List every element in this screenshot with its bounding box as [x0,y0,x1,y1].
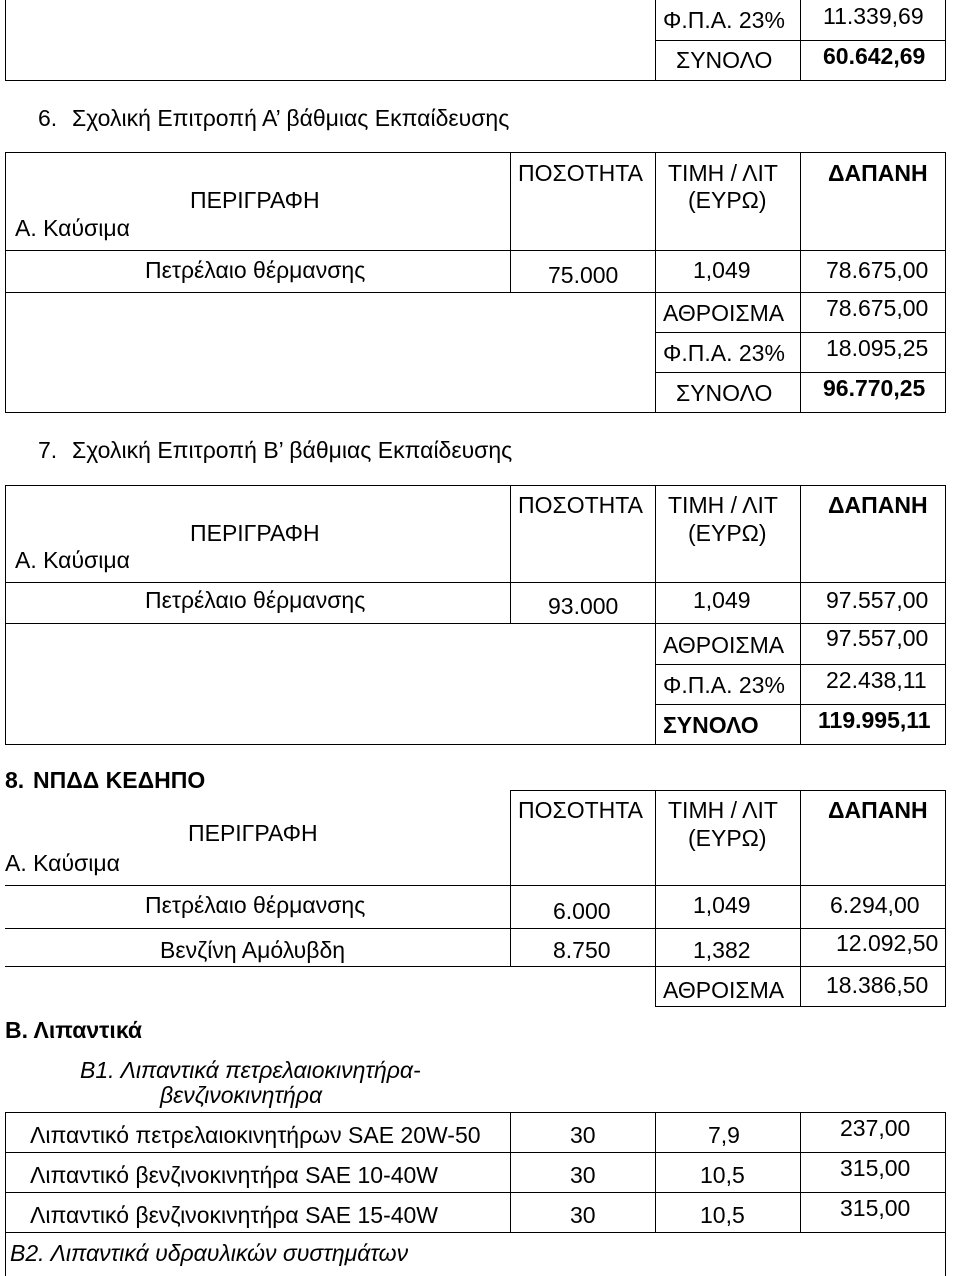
carryover-total-label: ΣΥΝΟΛΟ [676,47,773,73]
header-quantity: ΠΟΣΟΤΗΤΑ [518,492,643,518]
table-rule [510,152,511,293]
row-unit-price: 10,5 [700,1162,745,1188]
table-rule [5,152,6,413]
row-cost: 237,00 [840,1115,911,1141]
row-unit-price: 1,049 [693,257,751,283]
table-rule [945,152,946,413]
table-rule [5,885,946,886]
row-unit-price: 1,049 [693,892,751,918]
header-unit-price: ΤΙΜΗ / ΛΙΤ [668,797,778,823]
row-unit-price: 1,382 [693,937,751,963]
table-rule [5,0,6,81]
table-rule [655,485,656,745]
row-quantity: 30 [570,1162,596,1188]
header-quantity: ΠΟΣΟΤΗΤΑ [518,160,643,186]
row-description: Λιπαντικό πετρελαιοκινητήρων SAE 20W-50 [30,1122,481,1148]
total-amount: 96.770,25 [823,375,926,401]
table-rule [5,1112,946,1113]
row-quantity: 30 [570,1202,596,1228]
table-rule [800,485,801,745]
sum-label: ΑΘΡΟΙΣΜΑ [663,300,785,326]
row-cost: 97.557,00 [826,587,929,613]
table-rule [655,152,656,413]
header-unit-price-currency: (ΕΥΡΩ) [688,187,767,213]
header-unit-price-currency: (ΕΥΡΩ) [688,825,767,851]
total-label: ΣΥΝΟΛΟ [663,712,759,738]
subcategory-heading: Β1. Λιπαντικά πετρελαιοκινητήρα- [80,1057,421,1083]
table-rule [5,485,6,745]
vat-label: Φ.Π.Α. 23% [663,672,785,698]
table-rule [800,1112,801,1233]
table-rule [5,1112,6,1276]
row-description: Πετρέλαιο θέρμανσης [145,587,366,613]
sum-amount: 97.557,00 [826,625,929,651]
row-quantity: 30 [570,1122,596,1148]
subcategory-heading-continued: βενζινοκινητήρα [160,1082,323,1108]
row-unit-price: 7,9 [708,1122,740,1148]
table-rule [5,744,946,745]
section-title: Σχολική Επιτροπή Β’ βάθμιας Εκπαίδευσης [72,437,513,463]
row-quantity: 6.000 [553,898,611,924]
row-description: Πετρέλαιο θέρμανσης [145,892,366,918]
section-number: 7. [38,437,58,463]
total-label: ΣΥΝΟΛΟ [676,380,773,406]
header-description: ΠΕΡΙΓΡΑΦΗ [190,187,320,213]
category-label: Α. Καύσιμα [15,547,130,573]
row-cost: 315,00 [840,1195,911,1221]
table-rule [5,485,946,486]
row-quantity: 93.000 [548,593,619,619]
table-rule [5,152,946,153]
row-quantity: 8.750 [553,937,611,963]
row-description: Πετρέλαιο θέρμανσης [145,257,366,283]
table-rule [5,928,946,929]
category-label: Β. Λιπαντικά [5,1017,143,1043]
sum-label: ΑΘΡΟΙΣΜΑ [663,632,785,658]
table-rule [5,966,946,967]
vat-amount: 22.438,11 [826,667,927,693]
sum-label: ΑΘΡΟΙΣΜΑ [663,977,785,1003]
table-rule [800,790,801,1007]
table-rule [655,1112,656,1233]
header-cost: ΔΑΠΑΝΗ [828,492,928,518]
table-rule [800,152,801,413]
table-rule [510,485,511,624]
table-rule [510,790,946,791]
row-cost: 6.294,00 [830,892,920,918]
header-unit-price: ΤΙΜΗ / ΛΙΤ [668,492,778,518]
row-description: Βενζίνη Αμόλυβδη [160,937,346,963]
table-rule [510,790,511,967]
table-rule [945,1112,946,1276]
carryover-vat-label: Φ.Π.Α. 23% [663,7,785,33]
row-cost: 315,00 [840,1155,911,1181]
row-description: Λιπαντικό βενζινοκινητήρα SAE 15-40W [30,1202,439,1228]
row-cost: 78.675,00 [826,257,929,283]
row-quantity: 75.000 [548,262,619,288]
total-amount: 119.995,11 [818,707,931,733]
row-description: Λιπαντικό βενζινοκινητήρα SAE 10-40W [30,1162,439,1188]
section-number: 6. [38,105,58,131]
row-unit-price: 1,049 [693,587,751,613]
section-title: ΝΠΔΔ ΚΕΔΗΠΟ [33,767,206,793]
header-unit-price: ΤΙΜΗ / ΛΙΤ [668,160,778,186]
header-quantity: ΠΟΣΟΤΗΤΑ [518,797,643,823]
table-rule [510,1112,511,1233]
header-unit-price-currency: (ΕΥΡΩ) [688,520,767,546]
header-description: ΠΕΡΙΓΡΑΦΗ [188,820,318,846]
category-label: Α. Καύσιμα [15,215,130,241]
table-rule [5,582,946,583]
subcategory-heading: Β2. Λιπαντικά υδραυλικών συστημάτων [10,1240,409,1266]
table-rule [5,412,946,413]
section-number: 8. [5,767,25,793]
row-cost: 12.092,50 [836,930,939,956]
category-label: Α. Καύσιμα [5,850,120,876]
vat-amount: 18.095,25 [826,335,929,361]
header-cost: ΔΑΠΑΝΗ [828,160,928,186]
sum-amount: 18.386,50 [826,972,929,998]
section-title: Σχολική Επιτροπή Α’ βάθμιας Εκπαίδευσης [72,105,510,131]
table-rule [5,80,946,81]
table-rule [5,623,946,624]
vat-label: Φ.Π.Α. 23% [663,340,785,366]
table-rule [945,485,946,745]
header-cost: ΔΑΠΑΝΗ [828,797,928,823]
carryover-vat-amount: 11.339,69 [823,3,924,29]
sum-amount: 78.675,00 [826,295,929,321]
table-rule [5,1192,946,1193]
table-rule [5,292,946,293]
table-rule [5,1152,946,1153]
row-unit-price: 10,5 [700,1202,745,1228]
table-rule [655,40,946,41]
table-rule [655,790,656,1007]
table-rule [5,250,946,251]
header-description: ΠΕΡΙΓΡΑΦΗ [190,520,320,546]
table-rule [945,790,946,1007]
table-rule [5,1232,946,1233]
carryover-total-amount: 60.642,69 [823,43,926,69]
